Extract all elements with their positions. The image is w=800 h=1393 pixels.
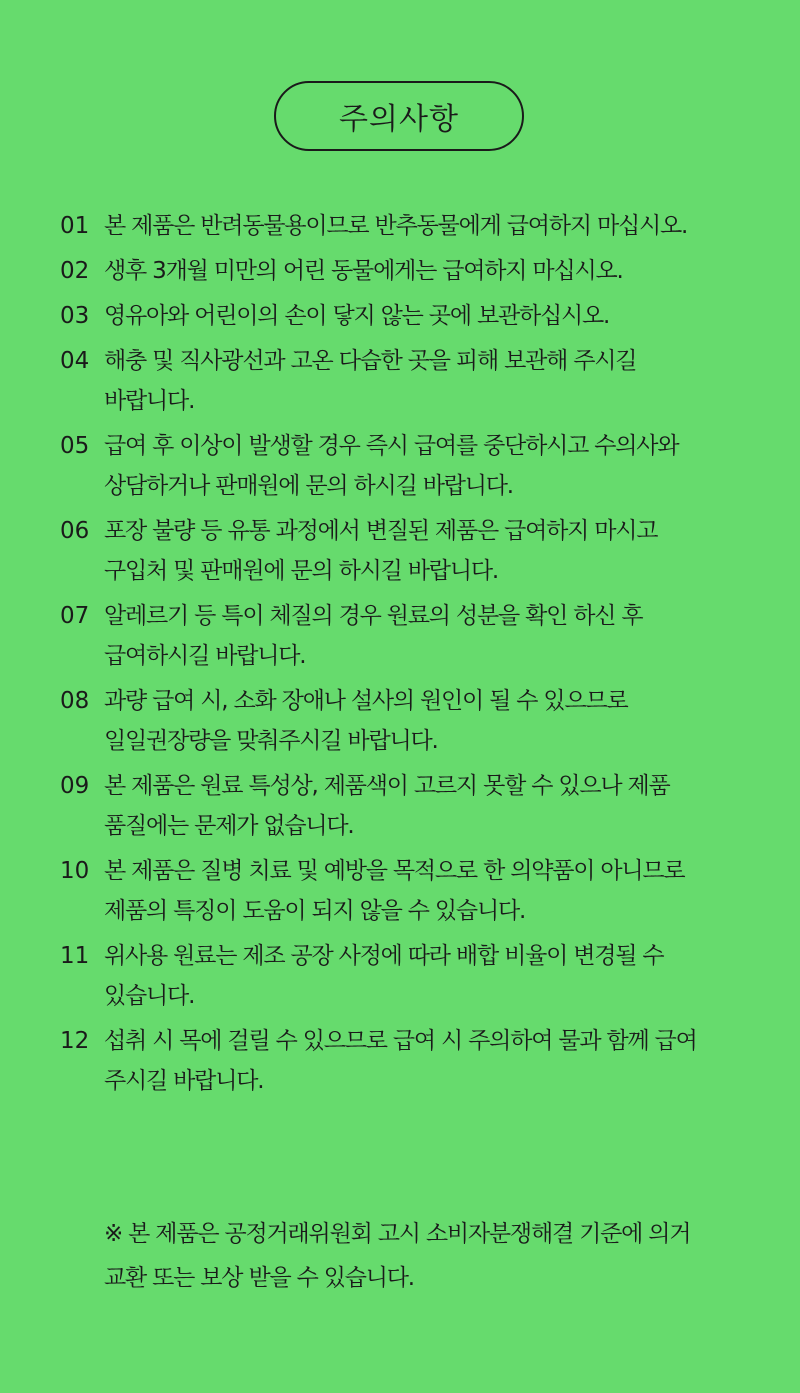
item-text: 본 제품은 반려동물용이므로 반추동물에게 급여하지 마십시오.	[104, 213, 688, 239]
item-number: 01	[60, 213, 90, 239]
list-item	[60, 511, 760, 591]
list-item	[60, 596, 760, 676]
list-item	[60, 426, 760, 506]
item-number: 05	[60, 433, 90, 459]
item-text: 영유아와 어린이의 손이 닿지 않는 곳에 보관하십시오.	[104, 303, 610, 329]
item-number: 08	[60, 688, 90, 714]
list-item	[60, 296, 760, 336]
item-text: 본 제품은 원료 특성상, 제품색이 고르지 못할 수 있으나 제품 품질에는 문제가 없습니다.	[104, 773, 670, 839]
exchange-notice: ※ 본 제품은 공정거래위원회 고시 소비자분쟁해결 기준에 의거 교환 또는 보상 받을 수 있습니다.	[104, 1221, 691, 1291]
list-item	[60, 341, 760, 421]
page-title: 주의사항	[274, 81, 524, 151]
item-number: 03	[60, 303, 90, 329]
item-text: 본 제품은 질병 치료 및 예방을 목적으로 한 의약품이 아니므로 제품의 특징이 도움이 되지 않을 수 있습니다.	[104, 858, 685, 924]
caution-list	[60, 206, 760, 1106]
list-item	[60, 681, 760, 761]
item-text: 위사용 원료는 제조 공장 사정에 따라 배합 비율이 변경될 수 있습니다.	[104, 943, 664, 1009]
item-text: 과량 급여 시, 소화 장애나 설사의 원인이 될 수 있으므로 일일권장량을 맞춰주시길 바랍니다.	[104, 688, 628, 754]
list-item	[60, 1021, 760, 1101]
item-number: 04	[60, 348, 90, 374]
list-item	[60, 206, 760, 246]
item-number: 02	[60, 258, 90, 284]
list-item	[60, 936, 760, 1016]
item-number: 06	[60, 518, 90, 544]
item-number: 12	[60, 1028, 90, 1054]
item-text: 급여 후 이상이 발생할 경우 즉시 급여를 중단하시고 수의사와 상담하거나 판매원에 문의 하시길 바랍니다.	[104, 433, 679, 499]
list-item	[60, 851, 760, 931]
item-text: 포장 불량 등 유통 과정에서 변질된 제품은 급여하지 마시고 구입처 및 판매원에 문의 하시길 바랍니다.	[104, 518, 658, 584]
item-text: 생후 3개월 미만의 어린 동물에게는 급여하지 마십시오.	[104, 258, 623, 284]
item-text: 해충 및 직사광선과 고온 다습한 곳을 피해 보관해 주시길 바랍니다.	[104, 348, 637, 414]
item-text: 섭취 시 목에 걸릴 수 있으므로 급여 시 주의하여 물과 함께 급여 주시길 바랍니다.	[104, 1028, 697, 1094]
item-number: 09	[60, 773, 90, 799]
item-text: 알레르기 등 특이 체질의 경우 원료의 성분을 확인 하신 후 급여하시길 바랍니다.	[104, 603, 643, 669]
list-item	[60, 766, 760, 846]
item-number: 11	[60, 943, 90, 969]
item-number: 10	[60, 858, 90, 884]
list-item	[60, 251, 760, 291]
item-number: 07	[60, 603, 90, 629]
